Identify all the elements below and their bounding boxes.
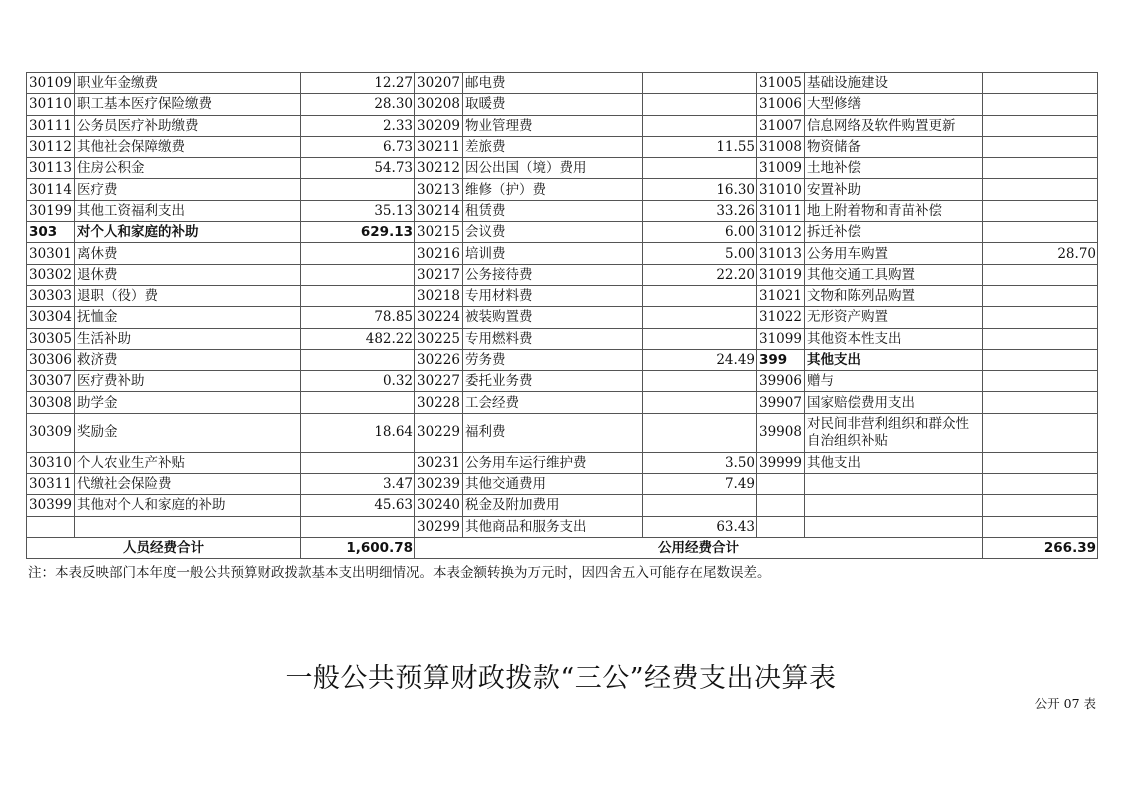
amount-cell	[983, 452, 1098, 473]
code-cell: 30209	[415, 115, 463, 136]
name-cell: 取暖费	[463, 94, 643, 115]
amount-cell	[301, 349, 415, 370]
amount-cell	[983, 264, 1098, 285]
amount-cell	[643, 392, 757, 413]
name-cell: 国家赔偿费用支出	[805, 392, 983, 413]
amount-cell	[983, 179, 1098, 200]
amount-cell	[301, 452, 415, 473]
name-cell: 公务用车运行维护费	[463, 452, 643, 473]
name-cell: 其他交通费用	[463, 474, 643, 495]
code-cell: 30301	[27, 243, 75, 264]
name-cell: 租赁费	[463, 200, 643, 221]
amount-cell: 78.85	[301, 307, 415, 328]
name-cell: 退休费	[75, 264, 301, 285]
name-cell: 对个人和家庭的补助	[75, 222, 301, 243]
amount-cell: 24.49	[643, 349, 757, 370]
amount-cell: 28.70	[983, 243, 1098, 264]
amount-cell	[983, 371, 1098, 392]
name-cell: 因公出国（境）费用	[463, 158, 643, 179]
amount-cell	[301, 179, 415, 200]
code-cell: 30231	[415, 452, 463, 473]
name-cell: 专用燃料费	[463, 328, 643, 349]
table-row	[27, 349, 1098, 370]
table-row	[27, 73, 1098, 94]
amount-cell: 45.63	[301, 495, 415, 516]
code-cell: 30109	[27, 73, 75, 94]
code-cell: 30213	[415, 179, 463, 200]
personnel-total-value: 1,600.78	[301, 537, 415, 558]
amount-cell	[643, 158, 757, 179]
amount-cell: 2.33	[301, 115, 415, 136]
personnel-total-label: 人员经费合计	[27, 537, 301, 558]
name-cell: 其他支出	[805, 452, 983, 473]
amount-cell: 63.43	[643, 516, 757, 537]
name-cell: 其他支出	[805, 349, 983, 370]
amount-cell	[643, 94, 757, 115]
code-cell: 30305	[27, 328, 75, 349]
name-cell: 其他商品和服务支出	[463, 516, 643, 537]
code-cell: 30304	[27, 307, 75, 328]
name-cell: 住房公积金	[75, 158, 301, 179]
name-cell: 无形资产购置	[805, 307, 983, 328]
amount-cell: 3.47	[301, 474, 415, 495]
name-cell: 公务员医疗补助缴费	[75, 115, 301, 136]
code-cell: 31099	[757, 328, 805, 349]
amount-cell	[983, 392, 1098, 413]
code-cell: 30309	[27, 413, 75, 452]
name-cell: 抚恤金	[75, 307, 301, 328]
code-cell: 30211	[415, 136, 463, 157]
name-cell	[805, 516, 983, 537]
table-row	[27, 158, 1098, 179]
name-cell: 代缴社会保险费	[75, 474, 301, 495]
section-title: 一般公共预算财政拨款“三公”经费支出决算表	[285, 663, 837, 694]
code-cell: 31021	[757, 285, 805, 306]
name-cell: 邮电费	[463, 73, 643, 94]
code-cell: 30224	[415, 307, 463, 328]
amount-cell	[983, 474, 1098, 495]
name-cell: 赠与	[805, 371, 983, 392]
code-cell: 30299	[415, 516, 463, 537]
code-cell: 31008	[757, 136, 805, 157]
table-row	[27, 115, 1098, 136]
name-cell: 离休费	[75, 243, 301, 264]
amount-cell: 54.73	[301, 158, 415, 179]
amount-cell	[643, 328, 757, 349]
code-cell: 31011	[757, 200, 805, 221]
name-cell: 医疗费	[75, 179, 301, 200]
code-cell: 303	[27, 222, 75, 243]
table-row	[27, 179, 1098, 200]
table-row	[27, 413, 1098, 452]
name-cell: 物业管理费	[463, 115, 643, 136]
name-cell: 安置补助	[805, 179, 983, 200]
amount-cell	[643, 115, 757, 136]
amount-cell	[983, 94, 1098, 115]
code-cell: 30226	[415, 349, 463, 370]
code-cell: 30111	[27, 115, 75, 136]
name-cell: 公务用车购置	[805, 243, 983, 264]
amount-cell	[983, 222, 1098, 243]
table-row	[27, 371, 1098, 392]
code-cell: 31012	[757, 222, 805, 243]
amount-cell: 6.73	[301, 136, 415, 157]
code-cell: 30110	[27, 94, 75, 115]
table-row	[27, 392, 1098, 413]
name-cell: 其他资本性支出	[805, 328, 983, 349]
code-cell: 30199	[27, 200, 75, 221]
code-cell	[757, 474, 805, 495]
name-cell: 维修（护）费	[463, 179, 643, 200]
code-cell: 39908	[757, 413, 805, 452]
amount-cell: 12.27	[301, 73, 415, 94]
code-cell: 30114	[27, 179, 75, 200]
name-cell: 助学金	[75, 392, 301, 413]
amount-cell: 22.20	[643, 264, 757, 285]
table-row	[27, 307, 1098, 328]
form-number: 公开 07 表	[1034, 696, 1096, 711]
code-cell: 30113	[27, 158, 75, 179]
amount-cell	[643, 371, 757, 392]
code-cell: 30399	[27, 495, 75, 516]
code-cell: 30225	[415, 328, 463, 349]
name-cell: 会议费	[463, 222, 643, 243]
amount-cell	[643, 495, 757, 516]
code-cell: 30308	[27, 392, 75, 413]
amount-cell: 3.50	[643, 452, 757, 473]
amount-cell	[983, 285, 1098, 306]
code-cell: 39906	[757, 371, 805, 392]
code-cell: 30228	[415, 392, 463, 413]
code-cell: 31019	[757, 264, 805, 285]
budget-detail-table	[26, 72, 1098, 559]
amount-cell	[983, 495, 1098, 516]
name-cell: 委托业务费	[463, 371, 643, 392]
name-cell: 文物和陈列品购置	[805, 285, 983, 306]
code-cell: 39907	[757, 392, 805, 413]
amount-cell: 0.32	[301, 371, 415, 392]
code-cell: 30215	[415, 222, 463, 243]
name-cell: 被装购置费	[463, 307, 643, 328]
amount-cell	[983, 307, 1098, 328]
code-cell: 30311	[27, 474, 75, 495]
table-row	[27, 285, 1098, 306]
name-cell: 劳务费	[463, 349, 643, 370]
name-cell: 基础设施建设	[805, 73, 983, 94]
public-total-value: 266.39	[983, 537, 1098, 558]
table-row	[27, 516, 1098, 537]
amount-cell: 18.64	[301, 413, 415, 452]
name-cell: 职工基本医疗保险缴费	[75, 94, 301, 115]
code-cell	[27, 516, 75, 537]
name-cell: 对民间非营利组织和群众性自治组织补贴	[805, 413, 983, 452]
amount-cell	[643, 307, 757, 328]
code-cell: 31022	[757, 307, 805, 328]
name-cell: 其他对个人和家庭的补助	[75, 495, 301, 516]
code-cell: 30212	[415, 158, 463, 179]
name-cell: 个人农业生产补贴	[75, 452, 301, 473]
amount-cell	[983, 136, 1098, 157]
amount-cell	[983, 73, 1098, 94]
table-note: 注：本表反映部门本年度一般公共预算财政拨款基本支出明细情况。本表金额转换为万元时，因四舍五入可能存在尾数误差。	[28, 565, 771, 581]
code-cell: 30208	[415, 94, 463, 115]
amount-cell	[301, 243, 415, 264]
name-cell: 医疗费补助	[75, 371, 301, 392]
amount-cell	[983, 328, 1098, 349]
amount-cell	[643, 413, 757, 452]
amount-cell	[301, 516, 415, 537]
name-cell: 差旅费	[463, 136, 643, 157]
code-cell: 399	[757, 349, 805, 370]
table-row	[27, 328, 1098, 349]
code-cell: 30218	[415, 285, 463, 306]
name-cell: 救济费	[75, 349, 301, 370]
amount-cell	[301, 392, 415, 413]
code-cell: 30214	[415, 200, 463, 221]
amount-cell	[983, 349, 1098, 370]
table-row	[27, 200, 1098, 221]
name-cell: 其他社会保障缴费	[75, 136, 301, 157]
code-cell: 30302	[27, 264, 75, 285]
name-cell	[805, 474, 983, 495]
amount-cell	[301, 285, 415, 306]
code-cell	[757, 516, 805, 537]
table-row	[27, 136, 1098, 157]
code-cell: 30207	[415, 73, 463, 94]
code-cell	[757, 495, 805, 516]
totals-row	[27, 537, 1098, 558]
name-cell: 信息网络及软件购置更新	[805, 115, 983, 136]
amount-cell: 35.13	[301, 200, 415, 221]
code-cell: 30303	[27, 285, 75, 306]
amount-cell: 482.22	[301, 328, 415, 349]
code-cell: 31005	[757, 73, 805, 94]
name-cell: 奖励金	[75, 413, 301, 452]
amount-cell	[983, 516, 1098, 537]
amount-cell: 6.00	[643, 222, 757, 243]
code-cell: 31013	[757, 243, 805, 264]
name-cell: 土地补偿	[805, 158, 983, 179]
name-cell: 退职（役）费	[75, 285, 301, 306]
amount-cell	[983, 200, 1098, 221]
code-cell: 30239	[415, 474, 463, 495]
code-cell: 31010	[757, 179, 805, 200]
name-cell: 物资储备	[805, 136, 983, 157]
name-cell: 大型修缮	[805, 94, 983, 115]
name-cell: 生活补助	[75, 328, 301, 349]
name-cell: 专用材料费	[463, 285, 643, 306]
name-cell: 职业年金缴费	[75, 73, 301, 94]
code-cell: 31007	[757, 115, 805, 136]
public-total-label: 公用经费合计	[415, 537, 983, 558]
amount-cell: 11.55	[643, 136, 757, 157]
table-row	[27, 452, 1098, 473]
amount-cell: 16.30	[643, 179, 757, 200]
name-cell: 地上附着物和青苗补偿	[805, 200, 983, 221]
code-cell: 39999	[757, 452, 805, 473]
name-cell	[75, 516, 301, 537]
name-cell: 公务接待费	[463, 264, 643, 285]
code-cell: 30216	[415, 243, 463, 264]
amount-cell	[983, 413, 1098, 452]
table-body	[27, 73, 1098, 538]
code-cell: 30112	[27, 136, 75, 157]
amount-cell	[643, 73, 757, 94]
code-cell: 30306	[27, 349, 75, 370]
name-cell	[805, 495, 983, 516]
amount-cell	[301, 264, 415, 285]
code-cell: 31006	[757, 94, 805, 115]
table-row	[27, 495, 1098, 516]
amount-cell: 7.49	[643, 474, 757, 495]
code-cell: 31009	[757, 158, 805, 179]
code-cell: 30229	[415, 413, 463, 452]
amount-cell	[983, 115, 1098, 136]
code-cell: 30310	[27, 452, 75, 473]
code-cell: 30240	[415, 495, 463, 516]
table-row	[27, 222, 1098, 243]
name-cell: 工会经费	[463, 392, 643, 413]
code-cell: 30307	[27, 371, 75, 392]
amount-cell	[983, 158, 1098, 179]
name-cell: 其他交通工具购置	[805, 264, 983, 285]
name-cell: 培训费	[463, 243, 643, 264]
amount-cell	[643, 285, 757, 306]
name-cell: 税金及附加费用	[463, 495, 643, 516]
table-row	[27, 474, 1098, 495]
name-cell: 拆迁补偿	[805, 222, 983, 243]
amount-cell: 629.13	[301, 222, 415, 243]
amount-cell: 5.00	[643, 243, 757, 264]
name-cell: 福利费	[463, 413, 643, 452]
amount-cell: 33.26	[643, 200, 757, 221]
code-cell: 30217	[415, 264, 463, 285]
table-row	[27, 243, 1098, 264]
table-row	[27, 94, 1098, 115]
amount-cell: 28.30	[301, 94, 415, 115]
name-cell: 其他工资福利支出	[75, 200, 301, 221]
code-cell: 30227	[415, 371, 463, 392]
table-row	[27, 264, 1098, 285]
